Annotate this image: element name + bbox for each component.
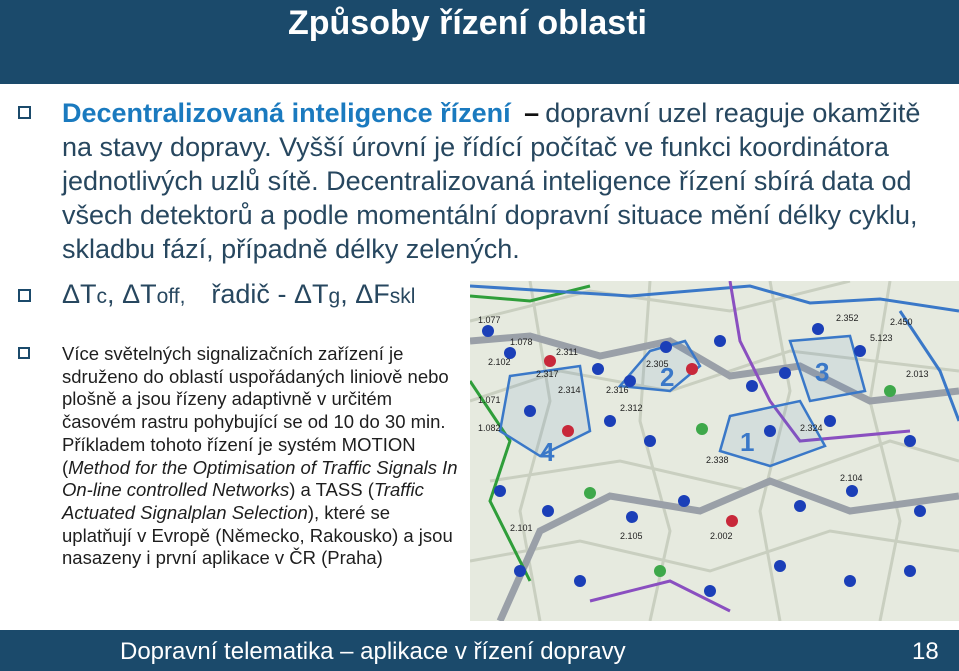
page-number: 18 (912, 638, 939, 665)
bullet-icon (18, 347, 30, 359)
body-text: ) a TASS ( (289, 479, 374, 501)
radic-label: řadič (211, 279, 270, 309)
svg-text:2.101: 2.101 (510, 523, 533, 533)
zone-label: 3 (815, 357, 830, 387)
tc-sub: c (96, 285, 108, 308)
tass-fullname: Traffic Actuated Signalplan Selection (62, 479, 424, 523)
delta-fskl: ΔF (355, 279, 390, 309)
fskl-sub: skl (389, 285, 416, 308)
delta-tc: ΔT (62, 279, 97, 309)
motion-fullname: Method for the Optimisation of Traffic Signals In On-line controlled Networks (62, 456, 458, 501)
svg-text:2.314: 2.314 (558, 385, 581, 395)
svg-text:2.450: 2.450 (890, 317, 913, 327)
svg-text:2.105: 2.105 (620, 531, 643, 541)
svg-text:2.002: 2.002 (710, 531, 733, 541)
svg-text:5.123: 5.123 (870, 333, 893, 343)
bullet-icon (18, 106, 31, 119)
sep: , (340, 279, 348, 309)
bullet-icon (18, 289, 31, 302)
svg-text:2.102: 2.102 (488, 357, 511, 367)
svg-text:1.082: 1.082 (478, 423, 501, 433)
paragraph-area-control (62, 343, 462, 570)
zone-label: 2 (660, 362, 675, 392)
lead-text: Decentralizovaná inteligence řízení (62, 98, 511, 128)
svg-text:2.352: 2.352 (836, 313, 859, 323)
body-text: dopravní uzel reaguje okamžitě na stavy dopravy. Vyšší úrovní je řídící počítač ve funkci koordinátora jednotlivých uzlů sítě. Decentralizovaná inteligence řízení sbírá data od všech detektorů a podle momentální dopravní situace mění délky cyklu, skladbu fází, případně délky zelených. (62, 98, 921, 264)
sep: - (277, 279, 287, 309)
paragraph-decentralized (62, 96, 922, 266)
svg-text:2.104: 2.104 (840, 473, 863, 483)
svg-text:2.305: 2.305 (646, 359, 669, 369)
sep: , (107, 279, 115, 309)
dash: – (524, 98, 540, 128)
zone-label: 1 (740, 427, 755, 457)
svg-text:2.317: 2.317 (536, 369, 559, 379)
footer-bar (0, 630, 959, 671)
svg-text:1.077: 1.077 (478, 315, 501, 325)
delta-toff: ΔT (122, 279, 157, 309)
svg-text:1.071: 1.071 (478, 395, 501, 405)
tg-sub: g (328, 285, 341, 308)
delta-tg: ΔT (293, 279, 329, 309)
svg-text:2.013: 2.013 (906, 369, 929, 379)
toff-sub: off, (156, 285, 186, 308)
title-bar (0, 0, 959, 84)
svg-text:2.324: 2.324 (800, 423, 823, 433)
footer-title: Dopravní telematika – aplikace v řízení dopravy (120, 638, 626, 665)
traffic-map-svg (470, 281, 959, 621)
zone-label: 4 (540, 437, 555, 467)
svg-text:2.316: 2.316 (606, 385, 629, 395)
slide-title: Způsoby řízení oblasti (288, 4, 647, 42)
traffic-map-image (470, 281, 959, 621)
svg-text:1.078: 1.078 (510, 337, 533, 347)
svg-text:2.311: 2.311 (556, 347, 578, 357)
svg-text:2.338: 2.338 (706, 455, 729, 465)
body-text: Více světelných signalizačních zařízení je sdruženo do oblastí uspořádaných liniově nebo plošně a jsou řízeny adaptivně v určitém časovém rastru pohybující se od 10 do 30 min. Příkladem tohoto řízení je systém MOTION ( (62, 343, 449, 478)
equation-line (62, 279, 415, 310)
svg-text:2.312: 2.312 (620, 403, 643, 413)
body-text: ), které se uplatňují v Evropě (Německo, Rakousko) a jsou nasazeny i první aplikace v ČR (Praha) (62, 501, 453, 569)
